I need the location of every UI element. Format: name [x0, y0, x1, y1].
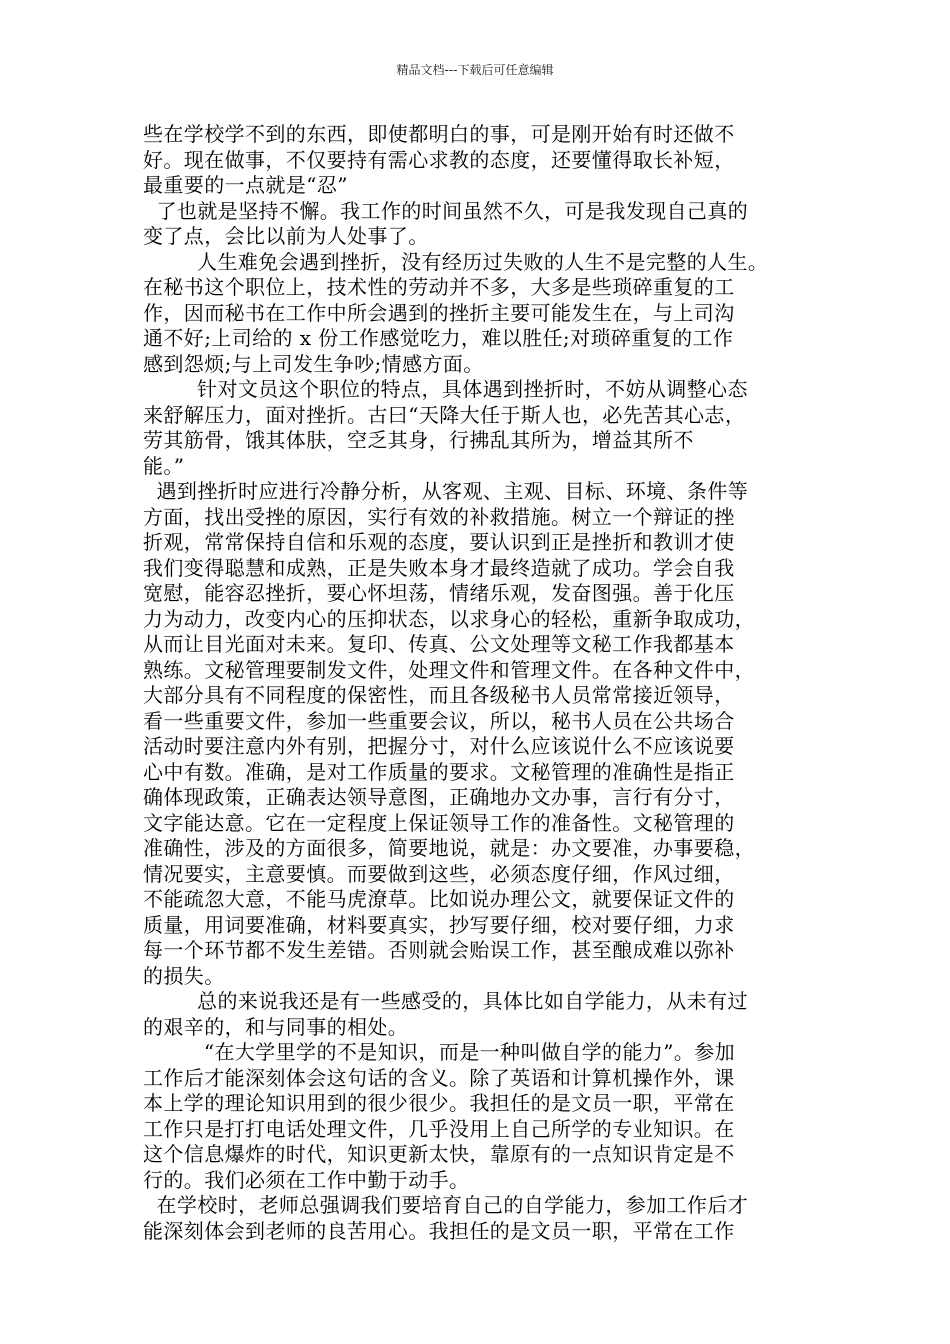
text-line: 行的。我们必须在工作中勤于动手。 — [143, 1167, 470, 1192]
text-line: 劳其筋骨，饿其体肤，空乏其身，行拂乱其所为，增益其所不 — [143, 428, 694, 452]
text-line: 来舒解压力，面对挫折。古曰“天降大任于斯人也，必先苦其心志， — [143, 402, 746, 427]
text-line: 每一个环节都不发生差错。否则就会贻误工作，甚至酿成难以弥补 — [143, 938, 735, 962]
text-line: 在学校时，老师总强调我们要培育自己的自学能力，参加工作后才 — [143, 1193, 749, 1217]
text-line: 人生难免会遇到挫折，没有经历过失败的人生不是完整的人生。 — [143, 249, 769, 274]
text-line: 力为动力，改变内心的压抑状态，以求身心的轻松，重新争取成功， — [143, 606, 755, 631]
text-line: 总的来说我还是有一些感受的，具体比如自学能力，从未有过 — [143, 989, 748, 1013]
document-body — [143, 122, 815, 1244]
text-line: 变了点，会比以前为人处事了。 — [143, 224, 429, 248]
text-line: 工作只是打打电话处理文件，几乎没用上自己所学的专业知识。在 — [143, 1116, 735, 1141]
text-line: 不能疏忽大意，不能马虎潦草。比如说办理公文，就要保证文件的 — [143, 887, 735, 911]
text-line: 能。” — [143, 453, 185, 478]
text-line: 感到怨烦;与上司发生争吵;情感方面。 — [143, 351, 484, 376]
text-line: 心中有数。准确，是对工作质量的要求。文秘管理的准确性是指正 — [143, 759, 735, 784]
text-line: 熟练。文秘管理要制发文件，处理文件和管理文件。在各种文件中， — [143, 657, 755, 682]
text-line: 方面，找出受挫的原因，实行有效的补救措施。树立一个辩证的挫 — [143, 504, 735, 529]
text-line: 作，因而秘书在工作中所会遇到的挫折主要可能发生在，与上司沟 — [143, 300, 735, 325]
text-line: 在秘书这个职位上，技术性的劳动并不多，大多是些琐碎重复的工 — [143, 275, 735, 299]
text-line: “在大学里学的不是知识，而是一种叫做自学的能力”。参加 — [143, 1040, 736, 1064]
text-line: 大部分具有不同程度的保密性，而且各级秘书人员常常接近领导， — [143, 683, 735, 707]
text-line: 文字能达意。它在一定程度上保证领导工作的准备性。文秘管理的 — [143, 810, 735, 835]
text-line: 活动时要注意内外有别，把握分寸，对什么应该说什么不应该说要 — [143, 734, 735, 758]
text-line: 最重要的一点就是“忍” — [143, 173, 348, 197]
text-line: 确体现政策，正确表达领导意图，正确地办文办事，言行有分寸， — [143, 785, 735, 809]
text-line: 了也就是坚持不懈。我工作的时间虽然不久，可是我发现自己真的 — [143, 198, 749, 223]
text-line: 这个信息爆炸的时代，知识更新太快，靠原有的一点知识肯定是不 — [143, 1142, 735, 1166]
text-line: 通不好;上司给的 x 份工作感觉吃力，难以胜任;对琐碎重复的工作 — [143, 326, 734, 350]
text-line: 遇到挫折时应进行冷静分析，从客观、主观、目标、环境、条件等 — [143, 479, 749, 503]
text-line: 针对文员这个职位的特点，具体遇到挫折时，不妨从调整心态 — [143, 377, 748, 401]
text-line: 本上学的理论知识用到的很少很少。我担任的是文员一职，平常在 — [143, 1091, 735, 1115]
text-line: 些在学校学不到的东西，即使都明白的事，可是刚开始有时还做不 — [143, 122, 735, 146]
page-header: 精品文档---下载后可任意编辑 — [396, 63, 554, 77]
text-line: 好。现在做事，不仅要持有需心求教的态度，还要懂得取长补短， — [143, 147, 735, 172]
text-line: 看一些重要文件，参加一些重要会议，所以，秘书人员在公共场合 — [143, 708, 735, 733]
text-line: 宽慰，能容忍挫折，要心怀坦荡，情绪乐观，发奋图强。善于化压 — [143, 581, 735, 605]
text-line: 的损失。 — [143, 963, 225, 988]
text-line: 能深刻体会到老师的良苦用心。我担任的是文员一职，平常在工作 — [143, 1218, 735, 1243]
text-line: 的艰辛的，和与同事的相处。 — [143, 1014, 409, 1039]
text-line: 工作后才能深刻体会这句话的含义。除了英语和计算机操作外，课 — [143, 1065, 735, 1090]
text-line: 我们变得聪慧和成熟，正是失败本身才最终造就了成功。学会自我 — [143, 555, 735, 580]
text-line: 从而让目光面对未来。复印、传真、公文处理等文秘工作我都基本 — [143, 632, 735, 656]
text-line: 质量，用词要准确，材料要真实，抄写要仔细，校对要仔细，力求 — [143, 912, 735, 937]
text-line: 情况要实，主意要慎。而要做到这些，必须态度仔细，作风过细， — [143, 861, 735, 886]
text-line: 准确性，涉及的方面很多，简要地说，就是：办文要准，办事要稳， — [143, 836, 755, 860]
text-line: 折观，常常保持自信和乐观的态度，要认识到正是挫折和教训才使 — [143, 530, 735, 554]
